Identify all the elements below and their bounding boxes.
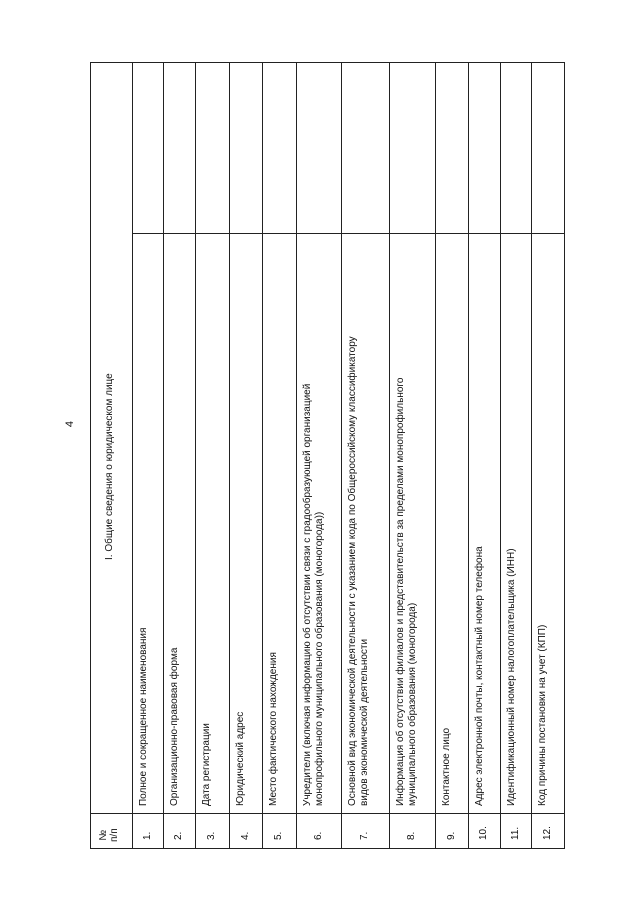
row-label: Информация об отсутствии филиалов и представительств за пределами монопрофильного муниципального образования (моногорода) (395, 377, 418, 806)
row-label: Адрес электронной почты, контактный номер телефона (474, 546, 485, 806)
row-divider (468, 62, 469, 848)
row-divider (389, 62, 390, 848)
row-number: 9. (445, 831, 457, 840)
table-border-right (564, 62, 565, 849)
row-number: 10. (478, 826, 489, 840)
row-number: 6. (312, 831, 324, 840)
table-border-bottom (90, 848, 564, 849)
row-label: Полное и сокращенное наименования (138, 627, 149, 806)
number-row-divider (90, 813, 564, 814)
row-number: 5. (273, 831, 284, 840)
row-divider (229, 62, 230, 848)
row-number: 12. (541, 826, 553, 840)
row-divider (195, 62, 196, 848)
value-column-divider (132, 233, 564, 234)
page-number: 4 (64, 420, 76, 428)
row-label: Идентификационный номер налогоплательщика (ИНН) (506, 548, 517, 806)
row-number: 4. (239, 831, 251, 840)
row-number: 2. (173, 831, 184, 840)
row-divider (500, 62, 501, 848)
row-number: 7. (359, 831, 370, 840)
row-label: Юридический адрес (235, 711, 246, 806)
row-label: Место фактического нахождения (268, 652, 279, 806)
row-label: Контактное лицо (441, 727, 452, 806)
row-number: 3. (206, 831, 217, 840)
row-label: Код причины постановки на учет (КПП) (537, 624, 548, 806)
section-title: I. Общие сведения о юридическом лице (104, 373, 115, 560)
row-divider (262, 62, 263, 848)
row-label: Дата регистрации (201, 723, 212, 806)
row-divider (341, 62, 342, 848)
row-divider (435, 62, 436, 848)
header-number: № п/п (98, 828, 120, 842)
row-divider (531, 62, 532, 848)
header-divider (132, 62, 133, 848)
row-divider (163, 62, 164, 848)
row-label: Организационно-правовая форма (169, 647, 180, 806)
table-border-top (90, 62, 564, 63)
row-label: Учредители (включая информацию об отсутствии связи с градообразующей организацией монопрофильного муниципального образования (моногорода)) (302, 383, 325, 806)
row-divider (296, 62, 297, 848)
row-number: 8. (406, 831, 417, 840)
table-border-left (90, 62, 91, 848)
row-number: 1. (141, 831, 153, 840)
row-label: Основной вид экономической деятельности с указанием кода по Общероссийскому классификатору видов экономической деятельности (347, 336, 370, 806)
row-number: 11. (509, 826, 521, 840)
